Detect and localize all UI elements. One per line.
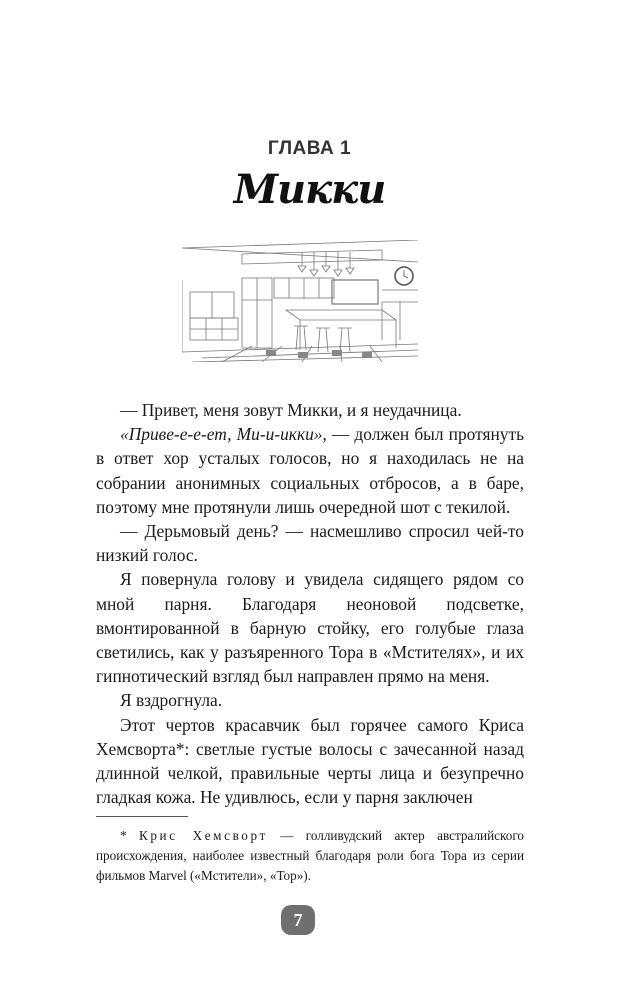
paragraph: — Дерьмовый день? — насмешливо спросил чей-то низкий голос. — [96, 521, 524, 566]
footnote-name: Крис Хемсворт — [138, 828, 268, 843]
main-text — [96, 398, 524, 809]
footnote-divider — [96, 816, 188, 817]
kitchen-interior-illustration — [182, 240, 418, 362]
paragraph: Я вздрогнула. — [120, 690, 223, 711]
footnote-text: — голливудский актер австралийского происхождения, наиболее известный благодаря роли бога Тора из серии фильмов Marvel («Мстители», «Тор»). — [96, 828, 524, 883]
paragraph: Я повернула голову и увидела сидящего рядом со мной парня. Благодаря неоновой подсветке, вмонтированной в барную стойку, его голубые глаза светились, как у разъяренного Тора в «Мстителях», и их гипнотический взгляд был направлен прямо на меня. — [96, 569, 524, 687]
footnote-marker: * — [120, 828, 127, 843]
footnote — [96, 826, 524, 886]
paragraph: Этот чертов красавчик был горячее самого Криса Хемсворта*: светлые густые волосы с зачесанной назад длинной челкой, правильные черты лица и безупречно гладкая кожа. Не удивлюсь, если у парня заключен — [96, 714, 524, 808]
italic-phrase: «Приве-е-е-ет, Ми-и-икки» — [120, 424, 323, 445]
kitchen-sketch-icon — [182, 240, 418, 362]
chapter-title: Микки — [233, 166, 386, 213]
paragraph: — Привет, меня зовут Микки, и я неудачница. — [120, 400, 462, 420]
chapter-label: ГЛАВА 1 — [267, 138, 352, 159]
page-number: 7 — [281, 905, 315, 935]
paragraph: «Приве-е-е-ет, Ми-и-икки», — должен был протянуть в ответ хор усталых голосов, но я находилась не на собрании анонимных социальных отбросов, а в баре, поэтому мне протянули лишь очередной шот с текилой. — [96, 424, 525, 517]
